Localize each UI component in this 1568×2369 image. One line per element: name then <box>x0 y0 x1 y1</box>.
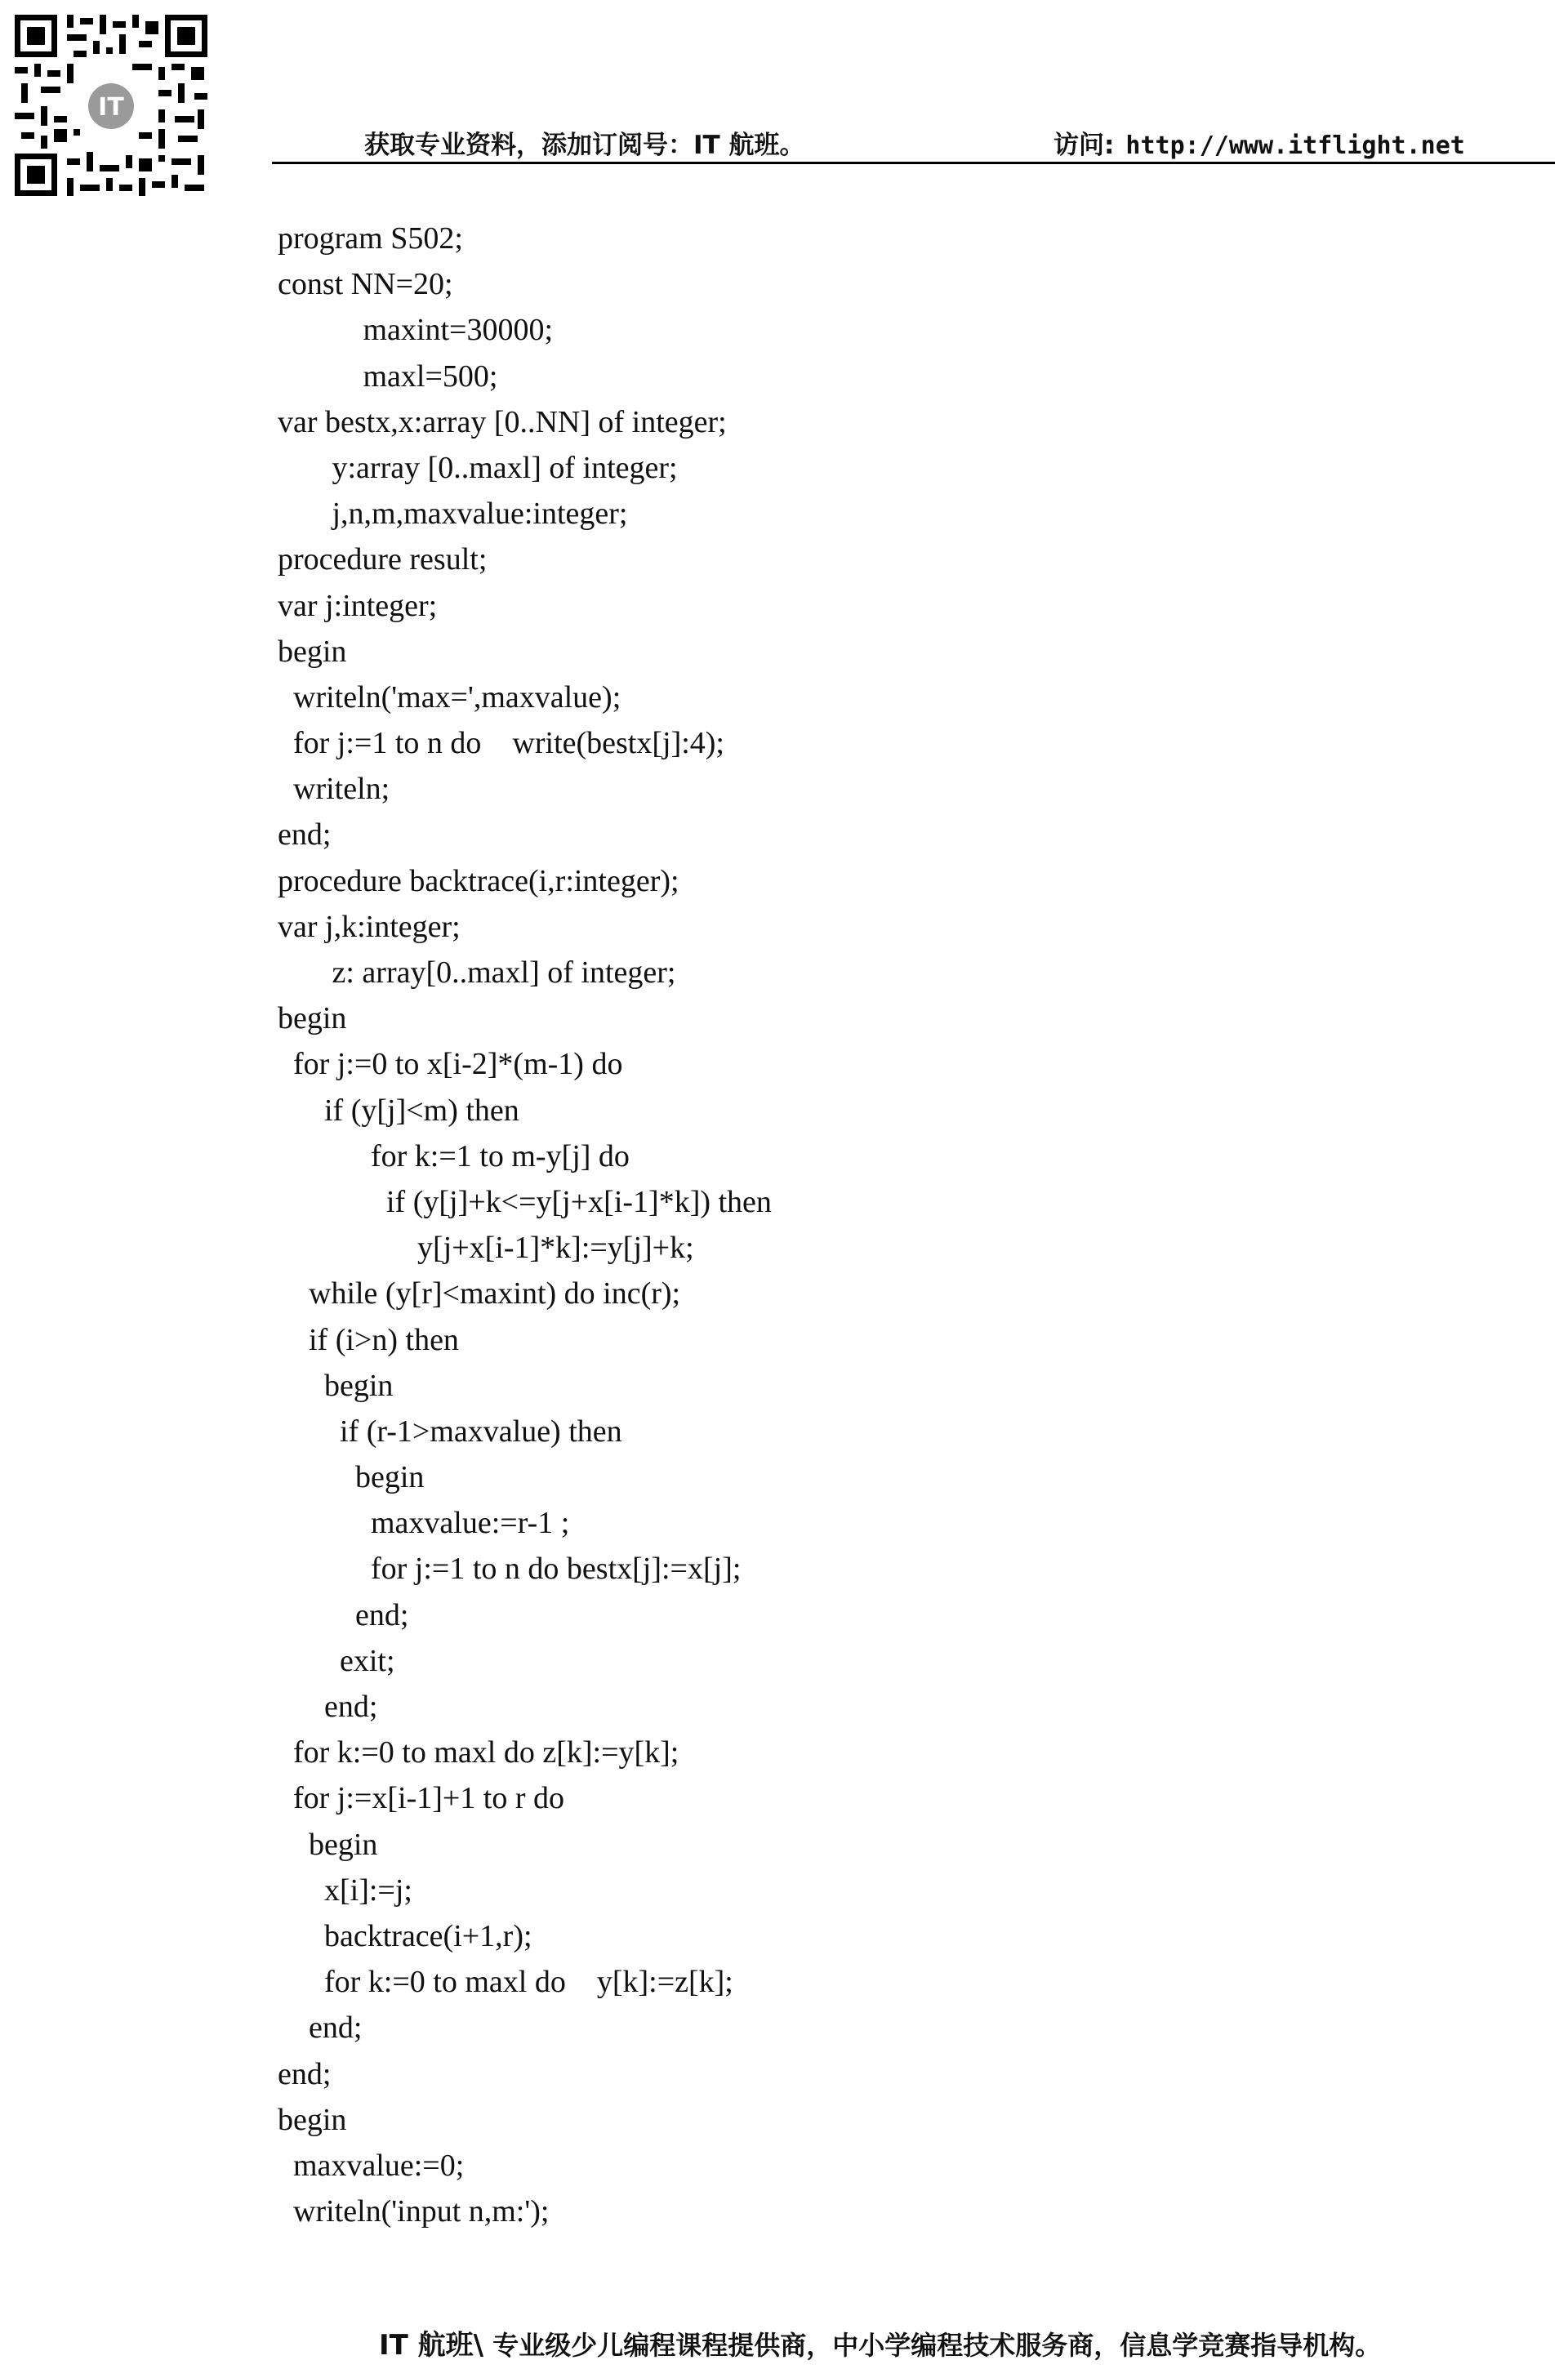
header-url-link[interactable]: http://www.itflight.net <box>1125 131 1465 160</box>
code-line: if (r-1>maxvalue) then <box>278 1414 622 1449</box>
code-line: begin <box>278 2102 347 2137</box>
code-line: var j:integer; <box>278 588 438 623</box>
code-line: y[j+x[i-1]*k]:=y[j]+k; <box>278 1231 694 1266</box>
code-line: var j,k:integer; <box>278 909 461 944</box>
code-line: const NN=20; <box>278 267 453 302</box>
code-line: begin <box>278 1001 347 1036</box>
code-line: for j:=1 to n do bestx[j]:=x[j]; <box>278 1552 742 1587</box>
code-line: if (i>n) then <box>278 1322 459 1357</box>
header-visit <box>1054 124 1465 161</box>
code-line: writeln('input n,m:'); <box>278 2194 550 2229</box>
code-line: var bestx,x:array [0..NN] of integer; <box>278 404 727 439</box>
header-visit-label: 访问: <box>1054 131 1115 160</box>
code-line: while (y[r]<maxint) do inc(r); <box>278 1276 681 1311</box>
code-line: begin <box>278 1827 378 1862</box>
code-line: begin <box>278 1460 425 1495</box>
code-line: for j:=0 to x[i-2]*(m-1) do <box>278 1047 623 1082</box>
code-line: exit; <box>278 1643 395 1678</box>
header-subscribe-text: 获取专业资料，添加订阅号：IT 航班。 <box>364 131 805 160</box>
header-divider <box>272 162 1555 164</box>
code-line: program S502; <box>278 221 463 256</box>
code-line: backtrace(i+1,r); <box>278 1918 532 1953</box>
code-line: for j:=x[i-1]+1 to r do <box>278 1781 565 1816</box>
code-line: end; <box>278 817 332 853</box>
code-line: maxvalue:=r-1 ; <box>278 1506 570 1541</box>
code-line: z: array[0..maxl] of integer; <box>278 955 676 990</box>
qr-logo-text: IT <box>98 93 124 122</box>
code-line: procedure backtrace(i,r:integer); <box>278 863 679 898</box>
qr-code-icon <box>15 15 207 196</box>
code-line: j,n,m,maxvalue:integer; <box>278 497 628 532</box>
code-line: y:array [0..maxl] of integer; <box>278 450 678 485</box>
code-line: maxint=30000; <box>278 313 554 348</box>
footer-text: 专业级少儿编程课程提供商，中小学编程技术服务商，信息学竞赛指导机构。 <box>483 2330 1382 2361</box>
code-line: procedure result; <box>278 542 488 577</box>
footer <box>379 2322 1381 2362</box>
code-line: for k:=0 to maxl do z[k]:=y[k]; <box>278 1735 679 1770</box>
code-line: writeln('max=',maxvalue); <box>278 679 621 715</box>
code-line: for k:=1 to m-y[j] do <box>278 1138 630 1173</box>
code-line: maxvalue:=0; <box>278 2148 465 2183</box>
code-line: for k:=0 to maxl do y[k]:=z[k]; <box>278 1965 733 2000</box>
code-listing <box>278 216 772 2234</box>
code-line: maxl=500; <box>278 358 498 394</box>
qr-code <box>15 15 207 196</box>
code-line: if (y[j]<m) then <box>278 1093 519 1128</box>
code-line: end; <box>278 1597 409 1632</box>
code-line: begin <box>278 634 347 669</box>
code-line: writeln; <box>278 772 390 807</box>
code-line: end; <box>278 1690 378 1724</box>
code-line: end; <box>278 2011 363 2046</box>
code-line: begin <box>278 1368 394 1403</box>
code-line: end; <box>278 2056 332 2091</box>
code-line: if (y[j]+k<=y[j+x[i-1]*k]) then <box>278 1184 772 1219</box>
footer-brand: IT 航班\ <box>379 2329 484 2362</box>
code-line: for j:=1 to n do write(bestx[j]:4); <box>278 726 724 761</box>
code-line: x[i]:=j; <box>278 1872 412 1908</box>
